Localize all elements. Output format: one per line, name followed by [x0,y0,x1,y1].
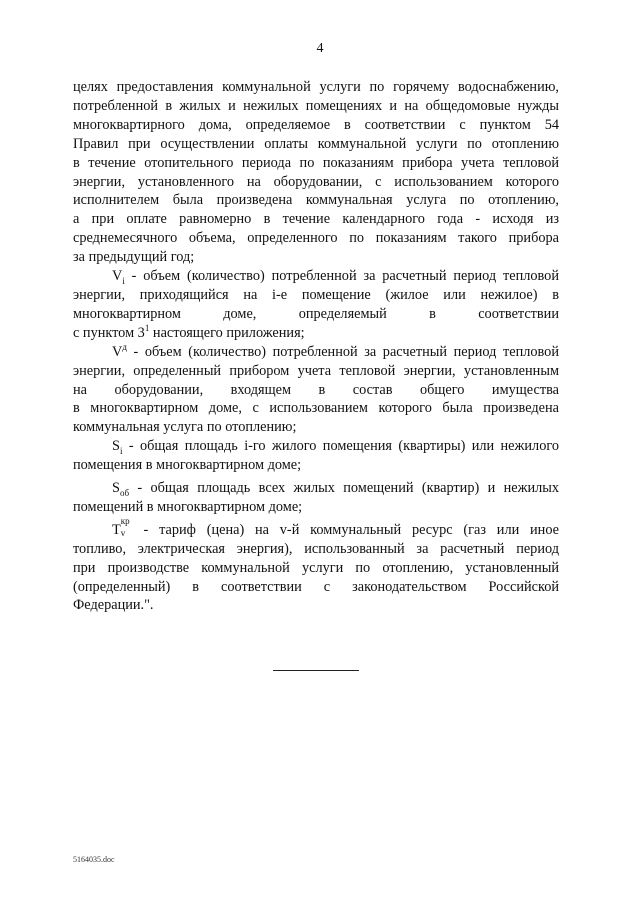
definition-vi [73,267,559,343]
text-line: энергии, установленного на оборудовании, с использованием которого [73,173,559,190]
symbol-superscript: д [122,341,127,352]
text-line: исполнителем была произведена коммунальная услуга по отоплению, [73,192,559,209]
text-line [73,479,559,498]
text-line: помещения в многоквартирном доме; [73,457,302,474]
text-line: многоквартирного дома, определяемое в соответствии с пунктом 54 [73,116,559,133]
superscript-number: 1 [144,323,150,334]
text-line [73,343,559,362]
text-line [73,267,559,286]
tariff-indices: кр v [120,515,130,538]
symbol-v: V [112,343,123,360]
closing-separator-line [273,670,359,671]
page-number: 4 [316,41,324,56]
text-line [73,437,559,456]
text-line: на оборудовании, входящем в состав общего имущества [73,381,559,398]
text-line: многоквартирном доме, определяемый в соответствии [73,305,559,322]
text-line: при производстве коммунальной услуги по отоплению, установленный [73,559,559,576]
definition-text: - объем (количество) потребленной за расчетный период тепловой [124,268,559,285]
definition-tariff [73,515,559,616]
text-line: а при оплате равномерно в течение календарного года - исходя из [73,211,559,228]
text-line: целях предоставления коммунальной услуги по горячему водоснабжению, [73,79,559,95]
text-line: (определенный) в соответствии с законодательством Российской [73,578,559,595]
definition-text: - объем (количество) потребленной за расчетный период тепловой [126,343,559,360]
text-line: энергии, определенный прибором учета тепловой энергии, установленным [73,362,559,379]
document-body [73,78,559,615]
definition-sob [73,479,559,517]
text-line: в многоквартирном доме, с использованием которого была произведена [73,400,559,417]
definition-si [73,437,559,475]
text-line: топливо, электрическая энергия), использованный за расчетный период [73,540,559,557]
text-line: потребленной в жилых и нежилых помещениях и на общедомовые нужды [73,97,559,114]
text-line: энергии, приходящийся на i-е помещение (жилое или нежилое) в [73,286,559,303]
symbol-s: S [112,438,120,455]
definition-vd [73,343,559,438]
text-line: Правил при осуществлении оплаты коммунальной услуги по отоплению [73,135,559,152]
text-line [73,325,305,341]
text-line: Федерации.". [73,597,154,614]
symbol-subscript: i [122,275,125,286]
text-line: в течение отопительного периода по показаниям прибора учета тепловой [73,154,559,171]
symbol-t: T [112,521,121,538]
symbol-subscript: об [119,487,130,498]
text-line: помещений в многоквартирном доме; [73,498,303,515]
footer-file-name: 5164035.doc [73,855,115,864]
text-line: коммунальная услуга по отоплению; [73,419,297,436]
definition-text: - тариф (цена) на v-й коммунальный ресурс (газ или иное [132,521,559,538]
text-segment: настоящего приложения; [149,324,305,341]
text-segment: с пунктом 3 [73,324,145,341]
text-line: среднемесячного объема, определенного по показаниям такого прибора [73,230,559,247]
symbol-v: V [112,268,123,285]
paragraph-continuation [73,78,559,267]
text-line [73,515,559,540]
definition-text: - общая площадь всех жилых помещений (квартир) и нежилых [129,480,559,497]
definition-text: - общая площадь i-го жилого помещения (квартиры) или нежилого [122,438,559,455]
symbol-s: S [112,480,120,497]
symbol-subscript: i [119,446,123,457]
text-line: за предыдущий год; [73,249,195,266]
